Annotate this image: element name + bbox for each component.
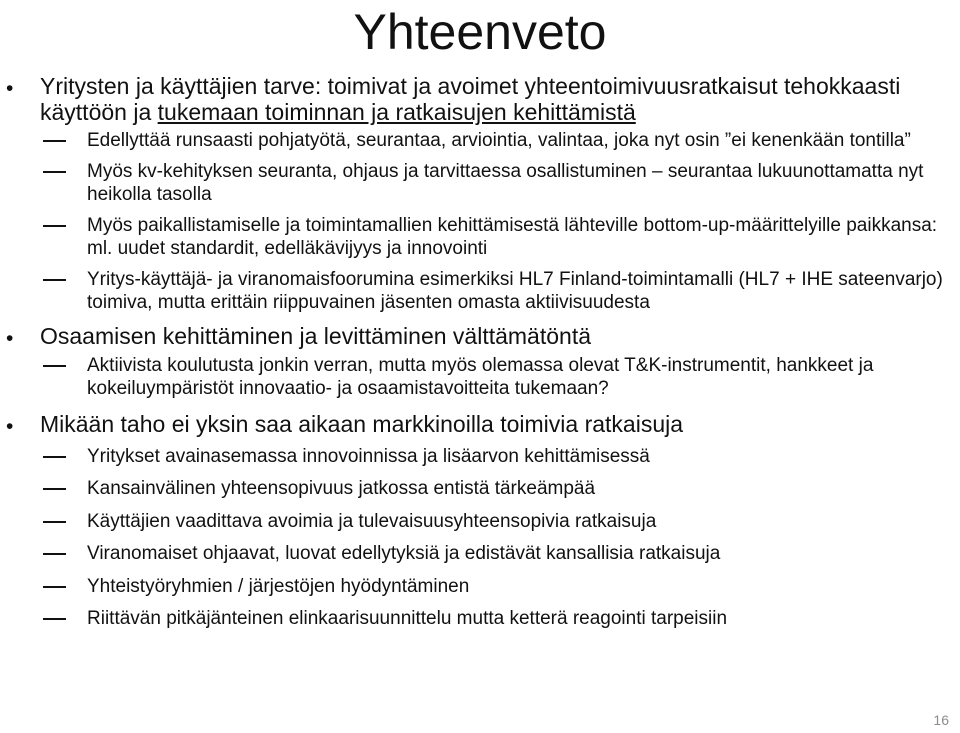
sub-bullet-3-2 [0,477,957,501]
sub-bullet-2-1 [0,354,957,401]
dash-icon [43,456,66,458]
sub-bullet-text: Kansainvälinen yhteensopivuus jatkossa entistä tärkeämpää [87,478,596,499]
dash-icon [43,553,66,555]
slide-title: Yhteenveto [353,4,607,60]
dash-icon [43,279,66,281]
slide-content [0,70,960,631]
dash-icon [43,488,66,490]
bullet-dot-icon: • [6,77,14,100]
dash-icon [43,225,66,227]
sub-bullet-text: Myös kv-kehityksen seuranta, ohjaus ja tarvittaessa osallistuminen – seurantaa lukuunottamatta nyt heikolla tasolla [87,160,924,205]
dash-icon [43,365,66,367]
sub-bullet-text: Edellyttää runsaasti pohjatyötä, seurantaa, arviointia, valintaa, joka nyt osin ”ei kenenkään tontilla” [87,130,911,151]
sub-bullet-1-3 [0,214,957,261]
dash-icon [43,521,66,523]
dash-icon [43,586,66,588]
sub-bullet-3-4 [0,542,957,566]
bullet-dot-icon: • [6,414,14,438]
bullet-1-text-underlined: tukemaan toiminnan ja ratkaisujen kehittämistä [157,99,636,125]
bullet-1-text-plain: Yritysten ja käyttäjien tarve: toimivat ja avoimet yhteentoimivuusratkaisut tehokkaasti käyttöön ja [40,73,901,125]
page-number: 16 [933,712,949,728]
bullet-dot-icon: • [6,326,14,350]
bullet-3 [0,411,940,437]
sub-bullet-text: Käyttäjien vaadittava avoimia ja tulevaisuusyhteensopivia ratkaisuja [87,510,657,532]
bullet-1 [0,73,940,125]
sub-bullet-text: Yritys-käyttäjä- ja viranomaisfoorumina esimerkiksi HL7 Finland-toimintamalli (HL7 + IHE sateenvarjo) toimiva, mutta erittäin riippuvainen jäsenten omasta aktiivisuudesta [87,268,943,313]
sub-bullet-3-1 [0,445,957,469]
sub-bullet-3-6 [0,607,957,631]
dash-icon [43,140,66,142]
bullet-2-text: Osaamisen kehittäminen ja levittäminen välttämätöntä [40,322,592,349]
sub-bullet-text: Aktiivista koulutusta jonkin verran, mutta myös olemassa olevat T&K-instrumentit, hankkeet ja kokeiluympäristöt innovaatio- ja osaamistavoitteita tukemaan? [87,354,874,399]
sub-bullet-1-4 [0,268,957,315]
sub-bullet-text: Yritykset avainasemassa innovoinnissa ja lisäarvon kehittämisessä [87,445,650,467]
sub-bullet-text: Riittävän pitkäjänteinen elinkaarisuunnittelu mutta ketterä reagointi tarpeisiin [87,608,728,629]
bullet-3-text: Mikään taho ei yksin saa aikaan markkinoilla toimivia ratkaisuja [40,410,684,437]
sub-bullet-3-5 [0,575,957,599]
sub-bullet-text: Viranomaiset ohjaavat, luovat edellytyksiä ja edistävät kansallisia ratkaisuja [87,543,721,564]
sub-bullet-1-1 [0,129,957,153]
bullet-2 [0,323,940,349]
dash-icon [43,171,66,173]
sub-bullet-1-2 [0,160,957,207]
sub-bullet-3-3 [0,510,957,534]
sub-bullet-text: Yhteistyöryhmien / järjestöjen hyödyntäminen [87,575,470,597]
sub-bullet-text: Myös paikallistamiselle ja toimintamallien kehittämisestä lähteville bottom-up-määrittelyille paikkansa: ml. uudet standardit, edelläkävijyys ja innovointi [87,214,938,259]
bullet-1-text [40,73,940,125]
dash-icon [43,618,66,620]
